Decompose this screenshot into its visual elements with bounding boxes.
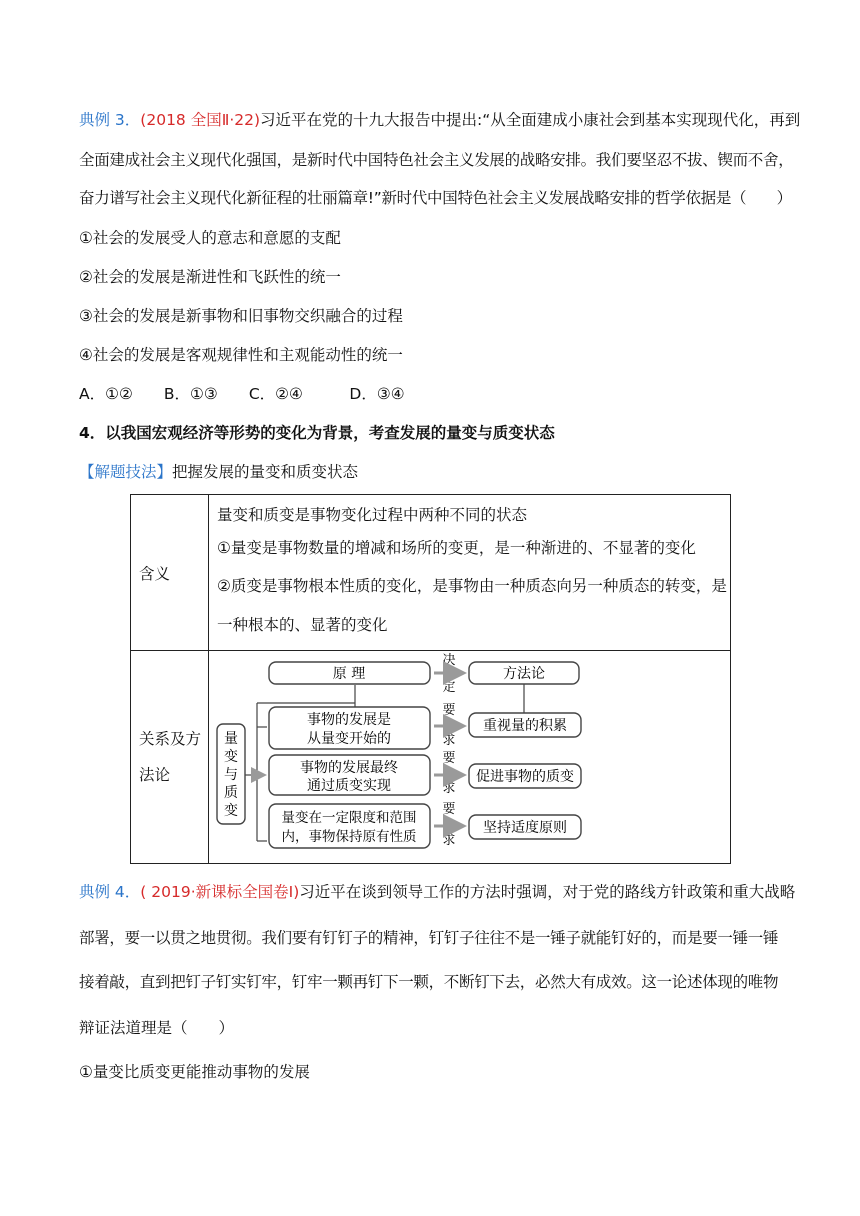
method-1-label: 重视量的积累 (483, 718, 567, 734)
technique-tip (79, 460, 358, 482)
section4-heading: 4．以我国宏观经济等形势的变化为背景，考查发展的量变与质变状态 (79, 424, 555, 442)
meaning-line-1: 量变和质变是事物变化过程中两种不同的状态 (217, 505, 528, 524)
meaning-row (131, 495, 731, 651)
relation-label-line-1: 关系及方 (139, 730, 202, 748)
method-2-label: 促进事物的质变 (476, 769, 574, 785)
example4-line3: 接着敲，直到把钉子钉实钉牢，钉牢一颗再钉下一颗，不断钉下去，必然大有成效。这一论述体现的唯物 (79, 973, 779, 991)
meaning-content (209, 495, 731, 651)
root-char-5: 变 (224, 803, 238, 819)
example3-text-1: 习近平在党的十九大报告中提出:“从全面建成小康社会到基本实现现代化，再到 (260, 111, 801, 129)
example3-line1 (79, 108, 800, 130)
methodology-label: 方法论 (503, 666, 545, 682)
relation-diagram-cell (209, 651, 731, 864)
require-3-char-1: 要 (442, 802, 456, 817)
example3-source: (2018 全国Ⅱ·22) (140, 111, 261, 129)
example3-option-2: ②社会的发展是渐进性和飞跃性的统一 (79, 268, 341, 286)
principle-label: 原 理 (332, 666, 366, 682)
method-3-label: 坚持适度原则 (483, 820, 567, 836)
meaning-line-2: ①量变是事物数量的增减和场所的变更，是一种渐进的、不显著的变化 (217, 538, 696, 557)
example4-line1 (79, 880, 795, 902)
example3-prefix: 典例 3． (79, 111, 141, 129)
example3-option-3: ③社会的发展是新事物和旧事物交织融合的过程 (79, 307, 403, 325)
example3-line3: 奋力谱写社会主义现代化新征程的壮丽篇章!”新时代中国特色社会主义发展战略安排的哲学依据是（ ） (79, 189, 792, 207)
example3-option-4: ④社会的发展是客观规律性和主观能动性的统一 (79, 346, 403, 364)
meaning-line-4: 一种根本的、显著的变化 (217, 615, 388, 634)
relation-label-line-2: 法论 (139, 766, 171, 784)
example4-prefix: 典例 4． (79, 883, 141, 901)
principle-3-line-1: 量变在一定限度和范围 (281, 810, 417, 826)
method-table (130, 494, 731, 864)
example4-line4: 辩证法道理是（ ） (79, 1019, 235, 1037)
principle-1-line-1: 事物的发展是 (307, 712, 391, 728)
require-2-char-1: 要 (442, 751, 456, 766)
technique-text: 把握发展的量变和质变状态 (172, 463, 359, 481)
meaning-line-3: ②质变是事物根本性质的变化，是事物由一种质态向另一种质态的转变，是 (217, 576, 727, 595)
decide-char-2: 定 (442, 680, 456, 695)
require-2-char-2: 求 (442, 781, 456, 796)
principle-2-line-1: 事物的发展最终 (300, 760, 398, 776)
require-3-char-2: 求 (442, 833, 456, 848)
meaning-label: 含义 (131, 495, 209, 651)
root-char-1: 量 (224, 731, 238, 747)
require-1-char-2: 求 (442, 733, 456, 748)
principle-2-line-2: 通过质变实现 (307, 778, 391, 794)
require-1-char-1: 要 (442, 703, 456, 718)
root-char-3: 与 (224, 767, 238, 783)
principle-1-line-2: 从量变开始的 (307, 731, 391, 747)
example3-line2: 全面建成社会主义现代化强国，是新时代中国特色社会主义发展的战略安排。我们要坚忍不拔、锲而不舍， (79, 151, 794, 169)
technique-label: 【解题技法】 (79, 463, 173, 481)
principle-3-line-2: 内，事物保持原有性质 (281, 829, 417, 845)
example3-option-1: ①社会的发展受人的意志和意愿的支配 (79, 229, 341, 247)
example4-text-1: 习近平在谈到领导工作的方法时强调，对于党的路线方针政策和重大战略 (299, 883, 796, 901)
example4-option-1: ①量变比质变更能推动事物的发展 (79, 1063, 310, 1081)
root-char-4: 质 (224, 785, 238, 801)
relation-row (131, 651, 731, 864)
example3-answer-choices: A．①② B．①③ C．②④ D．③④ (79, 385, 405, 403)
root-char-2: 变 (224, 749, 238, 765)
example4-source: ( 2019·新课标全国卷Ⅰ) (140, 883, 300, 901)
relation-diagram (209, 651, 730, 863)
example4-line2: 部署，要一以贯之地贯彻。我们要有钉钉子的精神，钉钉子往往不是一锤子就能钉好的，而是要一锤一锤 (79, 929, 779, 947)
decide-char-1: 决 (442, 653, 456, 668)
relation-label (131, 651, 209, 864)
